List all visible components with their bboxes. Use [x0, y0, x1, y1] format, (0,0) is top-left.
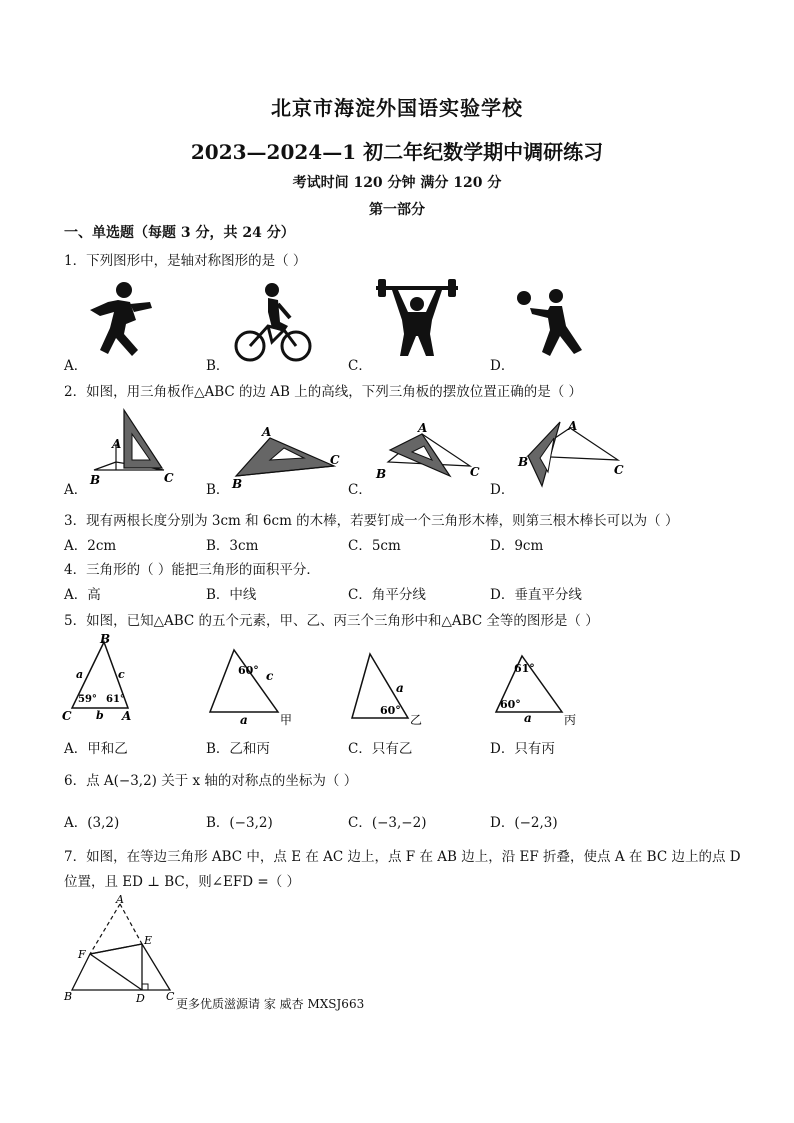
school-name: 北京市海淀外国语实验学校 [271, 96, 523, 120]
q4-option-d: D．垂直平分线 [490, 587, 582, 603]
q5-label-side-b: b [96, 709, 104, 722]
q2c-label-c: C [470, 465, 480, 479]
q2d-label-a: A [568, 419, 578, 433]
q2b-label-a: A [262, 425, 272, 439]
q1-stem: 1．下列图形中，是轴对称图形的是（ ） [64, 253, 307, 269]
q2b-label-c: C [330, 453, 340, 467]
q2c-label-b: B [376, 467, 387, 481]
q2-figure-b [226, 420, 346, 490]
q4-stem: 4．三角形的（ ）能把三角形的面积平分． [64, 562, 320, 578]
q3-option-a: A．2cm [64, 538, 117, 554]
q7-stem-line2: 位置，且 ED ⊥ BC，则∠EFD =（ ） [64, 874, 300, 890]
q5-jia-side-a: a [240, 713, 248, 727]
q6-stem: 6．点 A(−3,2) 关于 x 轴的对称点的坐标为（ ） [64, 773, 358, 789]
q5-option-b: B．乙和丙 [206, 741, 270, 757]
q1-figure-c-weightlifter [372, 276, 462, 360]
q5-label-side-c: c [118, 668, 125, 681]
q5-label-yi: 乙 [410, 713, 423, 727]
section-heading: 一、单选题（每题 3 分，共 24 分） [64, 225, 295, 241]
q2d-label-c: C [614, 463, 624, 477]
q7-label-b: B [64, 990, 73, 1003]
q2-option-d: D． [490, 482, 515, 498]
q5-angle-61: 61° [106, 694, 125, 705]
q5-bing-angle-60: 60° [500, 698, 521, 711]
q2a-label-a: A [112, 437, 122, 451]
q1-option-b: B． [206, 358, 230, 374]
q5-figure-abc [60, 632, 150, 724]
q1-option-d: D． [490, 358, 515, 374]
q1-option-c: C． [348, 358, 372, 374]
q7-label-f: F [78, 948, 86, 961]
q2a-label-b: B [90, 473, 101, 486]
q5-angle-59: 59° [78, 694, 97, 705]
q5-option-c: C．只有乙 [348, 741, 413, 757]
q2b-label-b: B [232, 477, 243, 490]
q2c-label-a: A [418, 421, 428, 435]
q5-label-bing: 丙 [564, 713, 577, 727]
q4-option-c: C．角平分线 [348, 587, 426, 603]
q2a-label-c: C [164, 471, 174, 485]
q5-bing-angle-61: 61° [514, 662, 535, 675]
q5-figure-yi [346, 648, 436, 728]
watermark-text: 更多优质滋源请 家 威杏 MXSJ663 [176, 997, 365, 1011]
q6-option-d: D．(−2,3) [490, 815, 558, 831]
exam-info: 考试时间 120 分钟 满分 120 分 [292, 175, 502, 191]
q5-label-b-vertex: B [100, 632, 111, 646]
q3-option-d: D．9cm [490, 538, 544, 554]
q2-figure-d [514, 416, 634, 490]
q2d-label-b: B [518, 455, 529, 469]
q5-bing-side-a: a [524, 711, 532, 725]
q5-option-d: D．只有丙 [490, 741, 555, 757]
q2-option-a: A． [64, 482, 88, 498]
q5-label-a-vertex: A [122, 709, 132, 723]
q7-label-a: A [116, 893, 124, 906]
q3-option-b: B．3cm [206, 538, 259, 554]
q5-yi-side-a: a [396, 681, 404, 695]
q4-option-b: B．中线 [206, 587, 257, 603]
q7-label-d: D [136, 992, 145, 1005]
q5-figure-bing [488, 650, 588, 728]
q1-figure-d-volleyball [510, 286, 590, 360]
q3-option-c: C．5cm [348, 538, 401, 554]
q5-label-c-vertex: C [62, 709, 72, 723]
q1-option-a: A． [64, 358, 88, 374]
q5-jia-side-c: c [266, 669, 274, 683]
q4-option-a: A．高 [64, 587, 101, 603]
q2-stem: 2．如图，用三角板作△ABC 的边 AB 上的高线，下列三角板的摆放位置正确的是（ ） [64, 384, 583, 400]
q5-figure-jia [200, 644, 300, 728]
q2-option-b: B． [206, 482, 230, 498]
q6-option-b: B．(−3,2) [206, 815, 273, 831]
q7-label-c: C [166, 990, 175, 1003]
q3-stem: 3．现有两根长度分别为 3cm 和 6cm 的木棒，若要钉成一个三角形木棒，则第三根木棒长可以为（ ） [64, 513, 679, 529]
q2-figure-a [84, 404, 190, 486]
q5-option-a: A．甲和乙 [64, 741, 128, 757]
q5-stem: 5．如图，已知△ABC 的五个元素，甲、乙、丙三个三角形中和△ABC 全等的图形是（ ） [64, 613, 599, 629]
q7-figure [60, 892, 190, 1010]
q6-option-c: C．(−3,−2) [348, 815, 427, 831]
q5-label-side-a: a [76, 668, 84, 681]
exam-title: 2023—2024—1 初二年纪数学期中调研练习 [190, 140, 604, 164]
q7-label-e: E [144, 934, 153, 947]
q1-figure-b-cyclist [228, 282, 318, 364]
q2-option-c: C． [348, 482, 372, 498]
q6-option-a: A．(3,2) [64, 815, 120, 831]
q5-label-jia: 甲 [280, 713, 293, 727]
q7-stem-line1: 7．如图，在等边三角形 ABC 中，点 E 在 AC 边上，点 F 在 AB 边上，沿 EF 折叠，使点 A 在 BC 边上的点 D [64, 849, 741, 865]
q1-figure-a-runner [80, 278, 170, 360]
q2-figure-c [370, 420, 490, 490]
q5-yi-angle-60: 60° [380, 704, 401, 717]
part-label: 第一部分 [369, 202, 425, 218]
q5-jia-angle-60: 60° [238, 664, 259, 677]
